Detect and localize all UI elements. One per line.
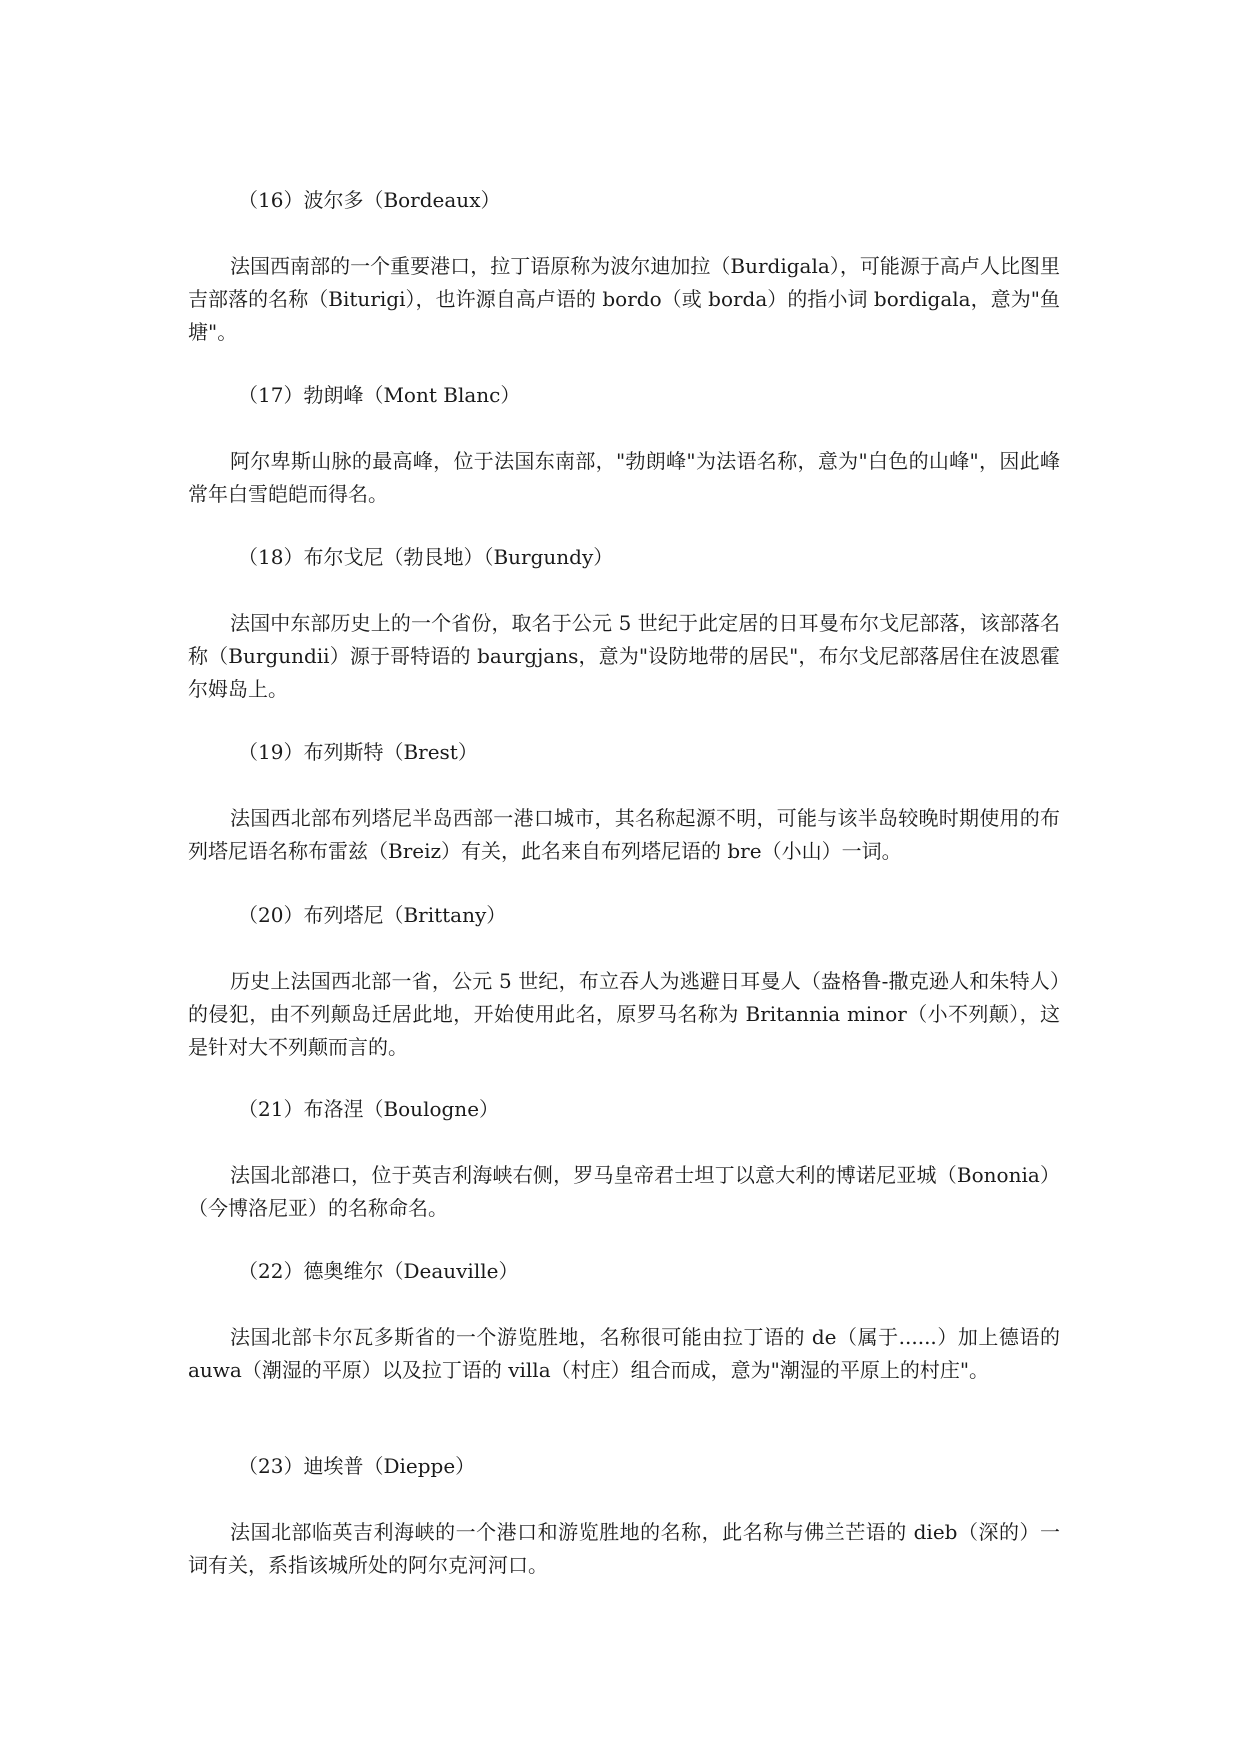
entry-brest <box>188 740 1060 868</box>
entry-description: 历史上法国西北部一省，公元 5 世纪，布立吞人为逃避日耳曼人（盎格鲁-撒克逊人和朱特人）的侵犯，由不列颠岛迁居此地，开始使用此名，原罗马名称为 Britannia minor（小不列颠），这是针对大不列颠而言的。 <box>188 969 1060 1059</box>
entry-heading: （23）迪埃普（Dieppe） <box>238 1454 476 1478</box>
entry-description: 法国北部港口，位于英吉利海峡右侧，罗马皇帝君士坦丁以意大利的博诺尼亚城（Bononia）（今博洛尼亚）的名称命名。 <box>188 1163 1060 1220</box>
entry-burgundy <box>188 545 1060 706</box>
entry-description: 法国西北部布列塔尼半岛西部一港口城市，其名称起源不明，可能与该半岛较晚时期使用的布列塔尼语名称布雷兹（Breiz）有关，此名来自布列塔尼语的 bre（小山）一词。 <box>188 806 1060 863</box>
entry-dieppe <box>188 1454 1060 1582</box>
entry-bordeaux <box>188 188 1060 349</box>
entry-heading: （18）布尔戈尼（勃艮地）（Burgundy） <box>238 545 614 569</box>
entry-deauville <box>188 1259 1060 1387</box>
entry-heading: （20）布列塔尼（Brittany） <box>238 903 507 927</box>
entry-heading: （16）波尔多（Bordeaux） <box>238 188 501 212</box>
entry-description: 阿尔卑斯山脉的最高峰，位于法国东南部，"勃朗峰"为法语名称，意为"白色的山峰"，因此峰常年白雪皑皑而得名。 <box>188 449 1060 506</box>
entry-heading: （22）德奥维尔（Deauville） <box>238 1259 519 1283</box>
entry-boulogne <box>188 1097 1060 1225</box>
entry-description: 法国西南部的一个重要港口，拉丁语原称为波尔迪加拉（Burdigala），可能源于高卢人比图里吉部落的名称（Biturigi），也许源自高卢语的 bordo（或 borda）的指小词 bordigala，意为"鱼塘"。 <box>188 254 1060 344</box>
entry-description: 法国中东部历史上的一个省份，取名于公元 5 世纪于此定居的日耳曼布尔戈尼部落，该部落名称（Burgundii）源于哥特语的 baurgjans，意为"设防地带的居民"，布尔戈尼部落居住在波恩霍尔姆岛上。 <box>188 611 1060 701</box>
entry-heading: （17）勃朗峰（Mont Blanc） <box>238 383 521 407</box>
entry-heading: （19）布列斯特（Brest） <box>238 740 478 764</box>
entry-heading: （21）布洛涅（Boulogne） <box>238 1097 500 1121</box>
entry-mont-blanc <box>188 383 1060 511</box>
entry-description: 法国北部卡尔瓦多斯省的一个游览胜地，名称很可能由拉丁语的 de（属于......）加上德语的 auwa（潮湿的平原）以及拉丁语的 villa（村庄）组合而成，意为"潮湿的平原上的村庄"。 <box>188 1325 1060 1382</box>
entry-brittany <box>188 903 1060 1064</box>
entry-description: 法国北部临英吉利海峡的一个港口和游览胜地的名称，此名称与佛兰芒语的 dieb（深的）一词有关，系指该城所处的阿尔克河河口。 <box>188 1520 1060 1577</box>
